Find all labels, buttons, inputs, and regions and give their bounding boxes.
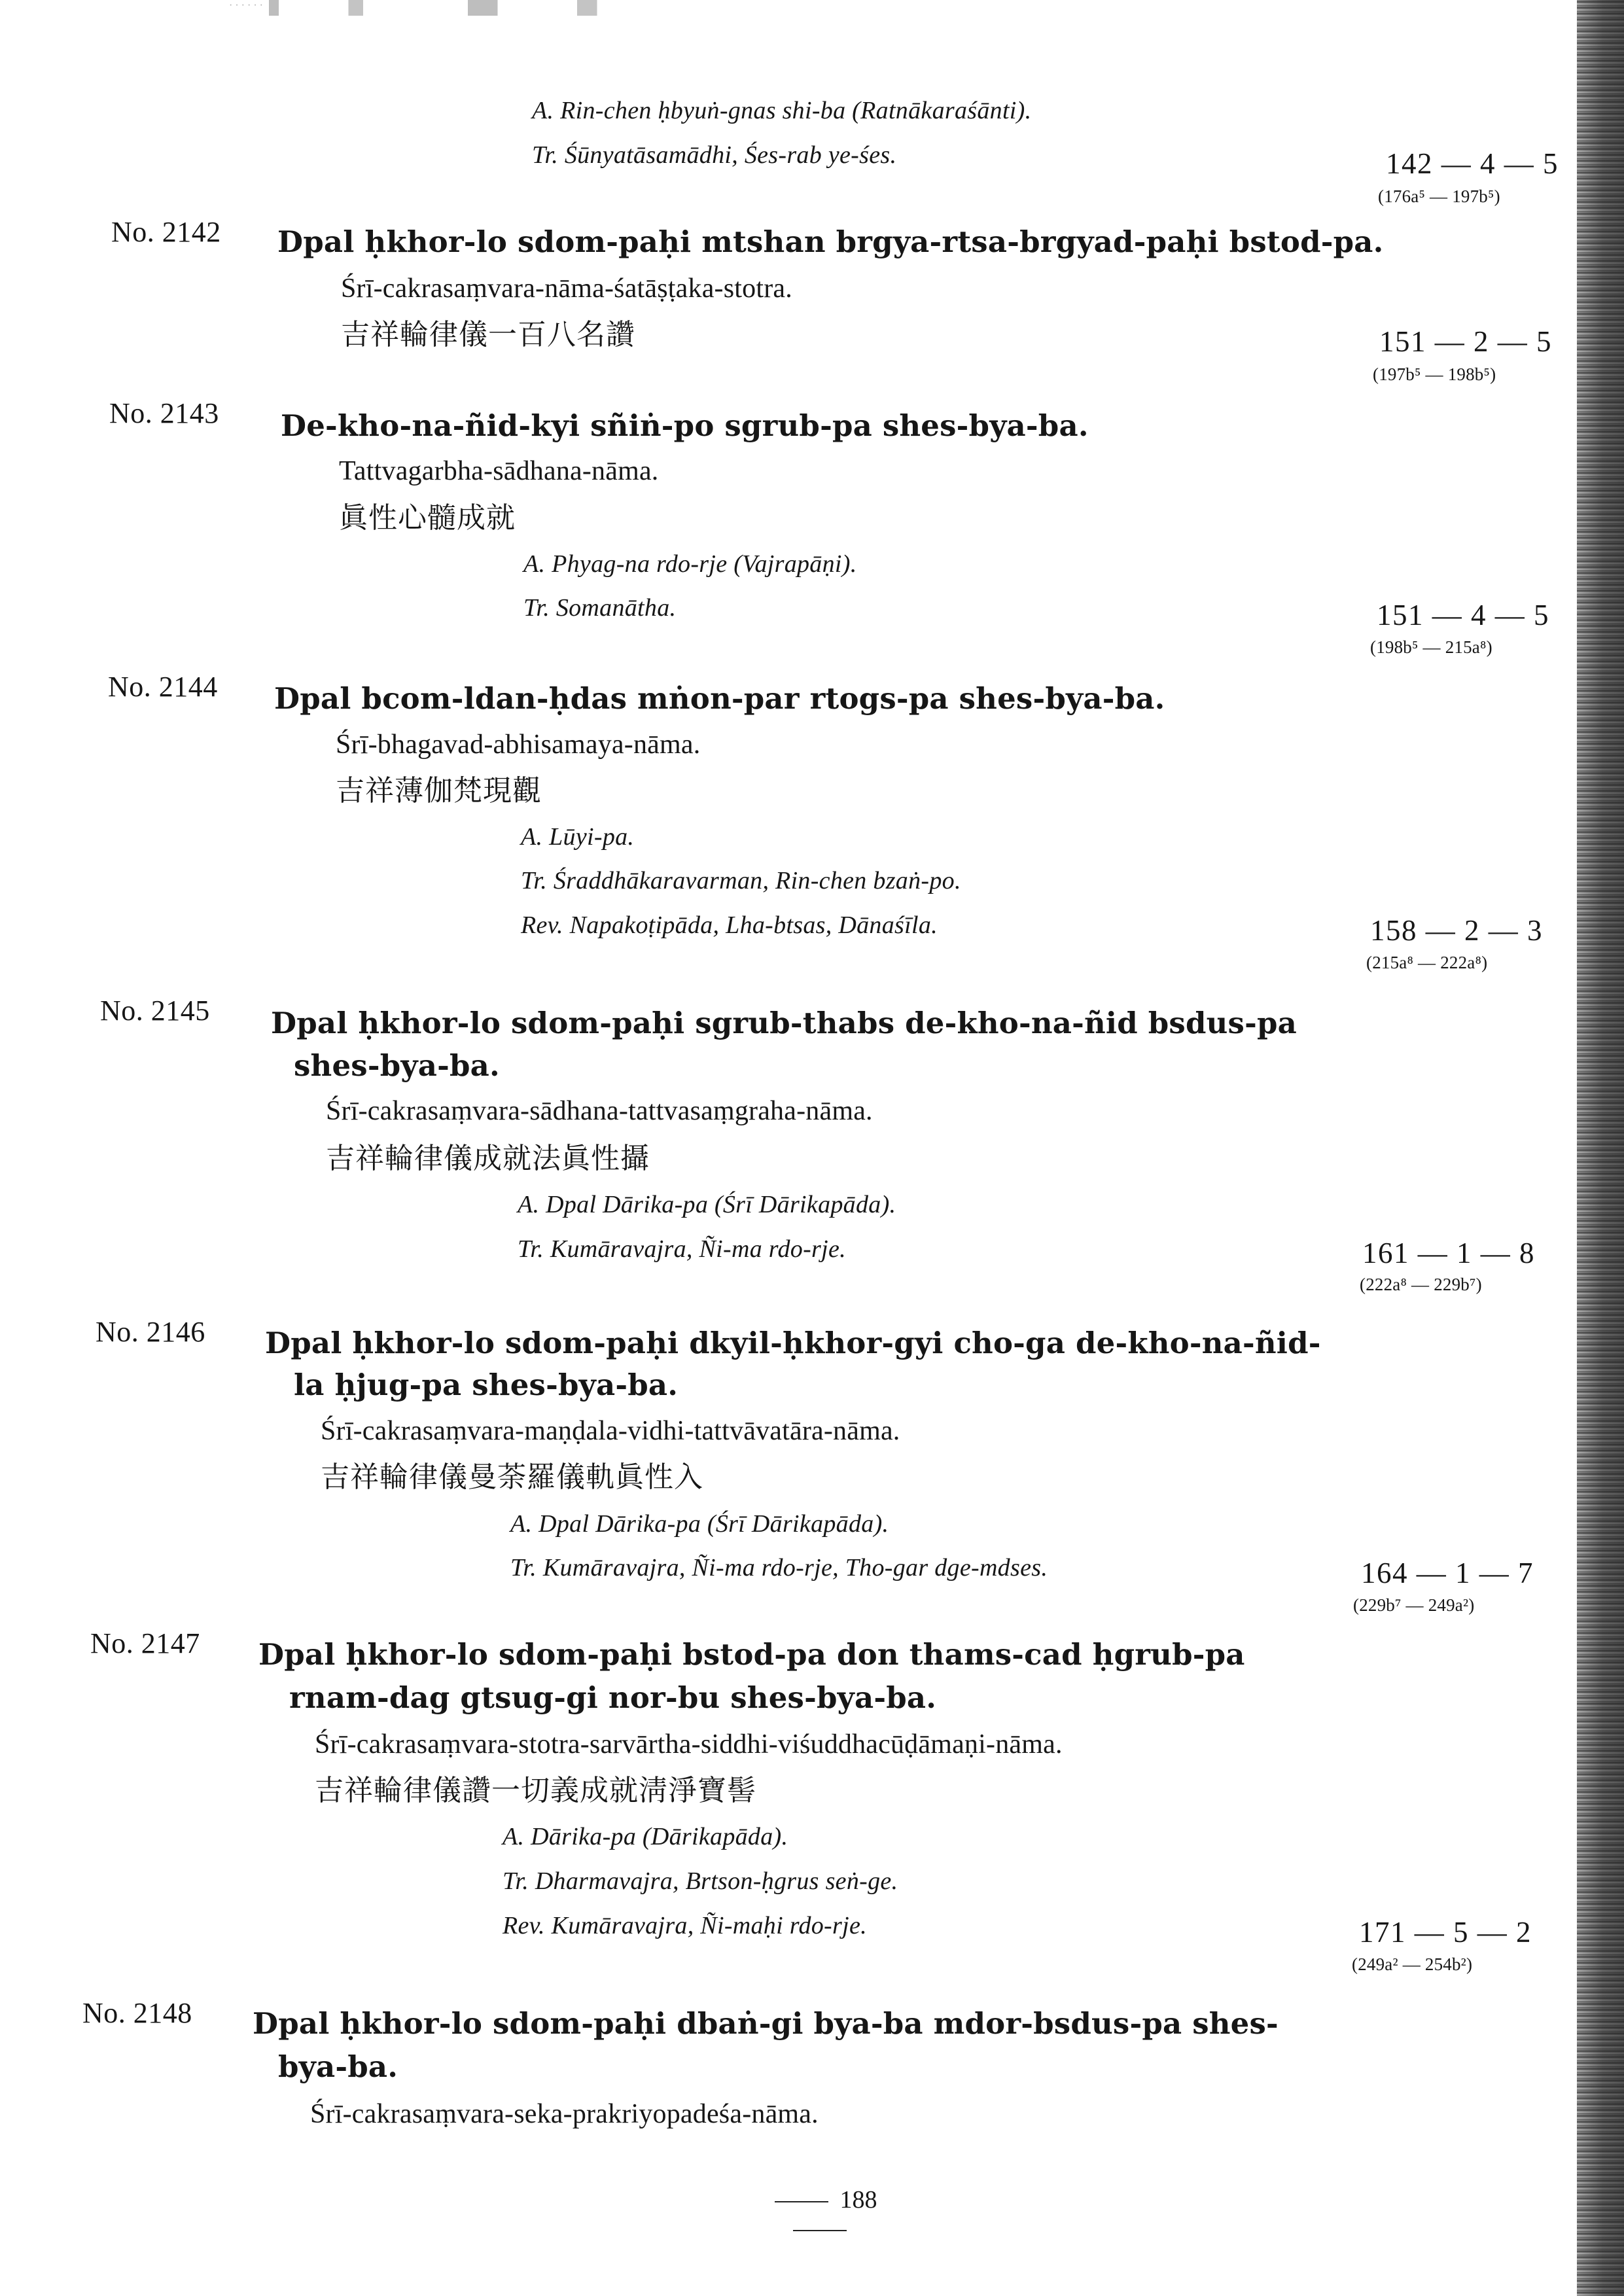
tibetan-title: Dpal bcom-ldan-ḥdas mṅon-par rtogs-pa shes-bya-ba. (274, 681, 1165, 716)
chinese-title: 眞性心髓成就 (339, 501, 516, 535)
entry-number: No. 2147 (90, 1627, 200, 1659)
page-number: 188 (735, 2185, 905, 2243)
tibetan-title-continuation: shes-bya-ba. (294, 1048, 500, 1083)
entry-number: No. 2146 (96, 1316, 205, 1348)
folio-range: (215a⁸ — 222a⁸) (1366, 953, 1488, 972)
attribution-line: Tr. Śraddhākaravarman, Rin-chen bzaṅ-po. (521, 867, 961, 894)
sanskrit-title: Tattvagarbha-sādhana-nāma. (339, 456, 659, 486)
reference-number: 161 — 1 — 8 (1362, 1237, 1535, 1269)
tibetan-title: Dpal ḥkhor-lo sdom-paḥi mtshan brgya-rtsa-brgyad-paḥi bstod-pa. (277, 224, 1384, 259)
entry-number: No. 2145 (100, 995, 210, 1027)
attribution-line: Rev. Napakoṭipāda, Lha-btsas, Dānaśīla. (521, 911, 938, 939)
attribution-line: Rev. Kumāravajra, Ñi-maḥi rdo-rje. (503, 1912, 867, 1939)
reference-number: 142 — 4 — 5 (1386, 147, 1559, 180)
sanskrit-title: Śrī-cakrasaṃvara-nāma-śatāṣṭaka-stotra. (341, 274, 792, 304)
entry-number: No. 2142 (111, 216, 221, 248)
folio-range: (197b⁵ — 198b⁵) (1373, 364, 1496, 384)
reference-number: 164 — 1 — 7 (1361, 1557, 1534, 1589)
attribution-line: Tr. Dharmavajra, Brtson-ḥgrus seṅ-ge. (503, 1867, 898, 1895)
folio-range: (229b⁷ — 249a²) (1353, 1595, 1475, 1615)
tibetan-title: Dpal ḥkhor-lo sdom-paḥi sgrub-thabs de-kho-na-ñid bsdus-pa (271, 1006, 1297, 1040)
tibetan-title-continuation: rnam-dag gtsug-gi nor-bu shes-bya-ba. (289, 1680, 937, 1715)
tibetan-title-continuation: bya-ba. (278, 2049, 398, 2084)
top-cropped-text: · · · · · · (229, 0, 726, 16)
attribution-line: Tr. Śūnyatāsamādhi, Śes-rab ye-śes. (532, 141, 897, 169)
attribution-line: A. Lūyi-pa. (521, 823, 635, 851)
tibetan-title: Dpal ḥkhor-lo sdom-paḥi bstod-pa don thams-cad ḥgrub-pa (258, 1637, 1245, 1672)
entry-number: No. 2148 (82, 1997, 192, 2029)
reference-number: 171 — 5 — 2 (1359, 1916, 1532, 1949)
attribution-line: A. Rin-chen ḥbyuṅ-gnas shi-ba (Ratnākaraśānti). (532, 97, 1032, 124)
reference-number: 151 — 4 — 5 (1377, 599, 1549, 631)
reference-number: 151 — 2 — 5 (1379, 325, 1552, 358)
folio-range: (176a⁵ — 197b⁵) (1378, 186, 1500, 206)
attribution-line: A. Dpal Dārika-pa (Śrī Dārikapāda). (510, 1510, 889, 1538)
folio-range: (198b⁵ — 215a⁸) (1370, 637, 1492, 657)
chinese-title: 吉祥薄伽梵現觀 (336, 774, 542, 807)
folio-range: (222a⁸ — 229b⁷) (1360, 1275, 1482, 1294)
tibetan-title: Dpal ḥkhor-lo sdom-paḥi dkyil-ḥkhor-gyi cho-ga de-kho-na-ñid- (265, 1326, 1321, 1360)
attribution-line: A. Dārika-pa (Dārikapāda). (503, 1823, 788, 1850)
attribution-line: Tr. Somanātha. (523, 594, 677, 622)
attribution-line: Tr. Kumāravajra, Ñi-ma rdo-rje, Tho-gar dge-mdses. (510, 1554, 1048, 1581)
tibetan-title-continuation: la ḥjug-pa shes-bya-ba. (294, 1368, 679, 1402)
folio-range: (249a² — 254b²) (1352, 1954, 1473, 1974)
reference-number: 158 — 2 — 3 (1370, 914, 1543, 947)
chinese-title: 吉祥輪律儀成就法眞性攝 (326, 1142, 650, 1175)
attribution-line: Tr. Kumāravajra, Ñi-ma rdo-rje. (518, 1235, 846, 1263)
entry-number: No. 2144 (108, 671, 218, 703)
chinese-title: 吉祥輪律儀曼荼羅儀軌眞性入 (321, 1460, 703, 1494)
scan-edge (1577, 0, 1624, 2296)
chinese-title: 吉祥輪律儀一百八名讚 (341, 318, 635, 351)
entry-number: No. 2143 (109, 397, 219, 429)
sanskrit-title: Śrī-cakrasaṃvara-maṇḍala-vidhi-tattvāvatāra-nāma. (321, 1416, 900, 1446)
sanskrit-title: Śrī-bhagavad-abhisamaya-nāma. (336, 730, 701, 760)
tibetan-title: Dpal ḥkhor-lo sdom-paḥi dbaṅ-gi bya-ba mdor-bsdus-pa shes- (253, 2006, 1279, 2041)
sanskrit-title: Śrī-cakrasaṃvara-stotra-sarvārtha-siddhi-viśuddhacūḍāmaṇi-nāma. (315, 1729, 1063, 1759)
attribution-line: A. Dpal Dārika-pa (Śrī Dārikapāda). (518, 1191, 896, 1218)
sanskrit-title: Śrī-cakrasaṃvara-sādhana-tattvasaṃgraha-nāma. (326, 1096, 873, 1126)
chinese-title: 吉祥輪律儀讚一切義成就淸淨寶髻 (315, 1774, 756, 1807)
tibetan-title: De-kho-na-ñid-kyi sñiṅ-po sgrub-pa shes-bya-ba. (281, 408, 1089, 443)
sanskrit-title: Śrī-cakrasaṃvara-seka-prakriyopadeśa-nāma. (310, 2099, 819, 2129)
attribution-line: A. Phyag-na rdo-rje (Vajrapāṇi). (523, 550, 857, 578)
